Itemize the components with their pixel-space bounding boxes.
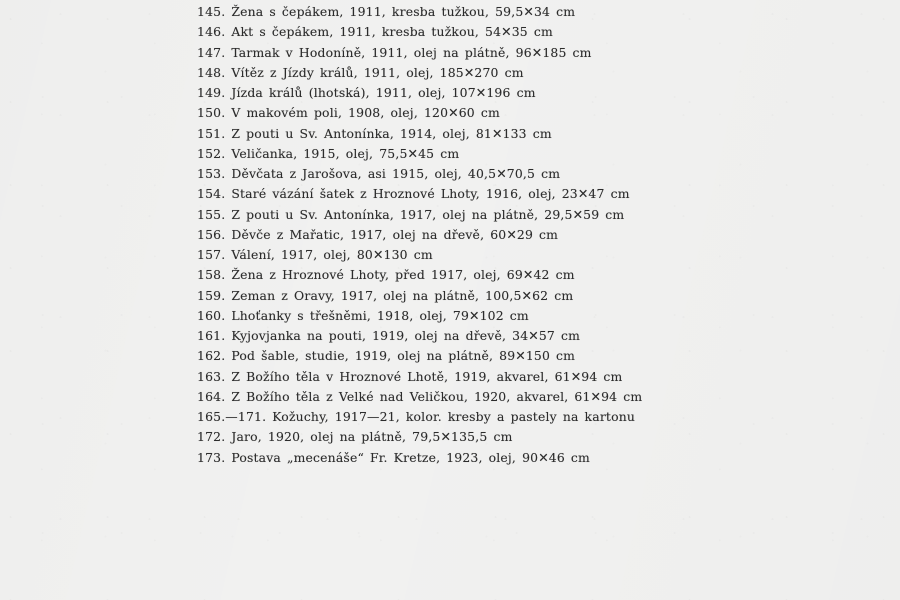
catalog-entry: 157. Válení, 1917, olej, 80✕130 cm xyxy=(197,247,433,262)
catalog-entry: 161. Kyjovjanka na pouti, 1919, olej na dřevě, 34✕57 cm xyxy=(197,328,581,343)
catalog-entry: 148. Vítěz z Jízdy králů, 1911, olej, 185✕270 cm xyxy=(197,64,524,80)
catalog-entry: 152. Veličanka, 1915, olej, 75,5✕45 cm xyxy=(197,145,460,161)
catalog-entry: 150. V makovém poli, 1908, olej, 120✕60 cm xyxy=(197,105,500,121)
catalog-entry: 172. Jaro, 1920, olej na plátně, 79,5✕135,5 cm xyxy=(197,429,513,445)
catalog-entry-list xyxy=(197,2,882,468)
catalog-entry: 156. Děvče z Mařatic, 1917, olej na dřevě, 60✕29 cm xyxy=(197,226,559,242)
catalog-entry: 149. Jízda králů (lhotská), 1911, olej, 107✕196 cm xyxy=(197,85,536,100)
catalog-entry: 159. Zeman z Oravy, 1917, olej na plátně, 100,5✕62 cm xyxy=(197,287,574,303)
catalog-entry: 153. Děvčata z Jarošova, asi 1915, olej, 40,5✕70,5 cm xyxy=(197,166,561,181)
catalog-entry: 163. Z Božího těla v Hroznové Lhotě, 1919, akvarel, 61✕94 cm xyxy=(197,368,623,384)
catalog-entry: 160. Lhoťanky s třešněmi, 1918, olej, 79✕102 cm xyxy=(197,307,529,323)
catalog-entry: 164. Z Božího těla z Velké nad Veličkou, 1920, akvarel, 61✕94 cm xyxy=(197,388,643,404)
catalog-entry: 158. Žena z Hroznové Lhoty, před 1917, olej, 69✕42 cm xyxy=(197,267,575,283)
catalog-entry: 146. Akt s čepákem, 1911, kresba tužkou, 54✕35 cm xyxy=(197,24,553,40)
catalog-entry: 151. Z pouti u Sv. Antonínka, 1914, olej, 81✕133 cm xyxy=(197,125,552,141)
catalog-entry: 155. Z pouti u Sv. Antonínka, 1917, olej na plátně, 29,5✕59 cm xyxy=(197,206,625,222)
catalog-entry: 165.—171. Kožuchy, 1917—21, kolor. kresby a pastely na kartonu xyxy=(197,409,636,424)
catalog-entry: 173. Postava „mecenáše“ Fr. Kretze, 1923, olej, 90✕46 cm xyxy=(197,449,590,465)
catalog-entry: 147. Tarmak v Hodoníně, 1911, olej na plátně, 96✕185 cm xyxy=(197,44,592,60)
catalog-entry: 145. Žena s čepákem, 1911, kresba tužkou, 59,5✕34 cm xyxy=(197,4,576,19)
catalog-entry: 154. Staré vázání šatek z Hroznové Lhoty, 1916, olej, 23✕47 cm xyxy=(197,186,630,202)
catalog-entry: 162. Pod šable, studie, 1919, olej na plátně, 89✕150 cm xyxy=(197,348,576,364)
